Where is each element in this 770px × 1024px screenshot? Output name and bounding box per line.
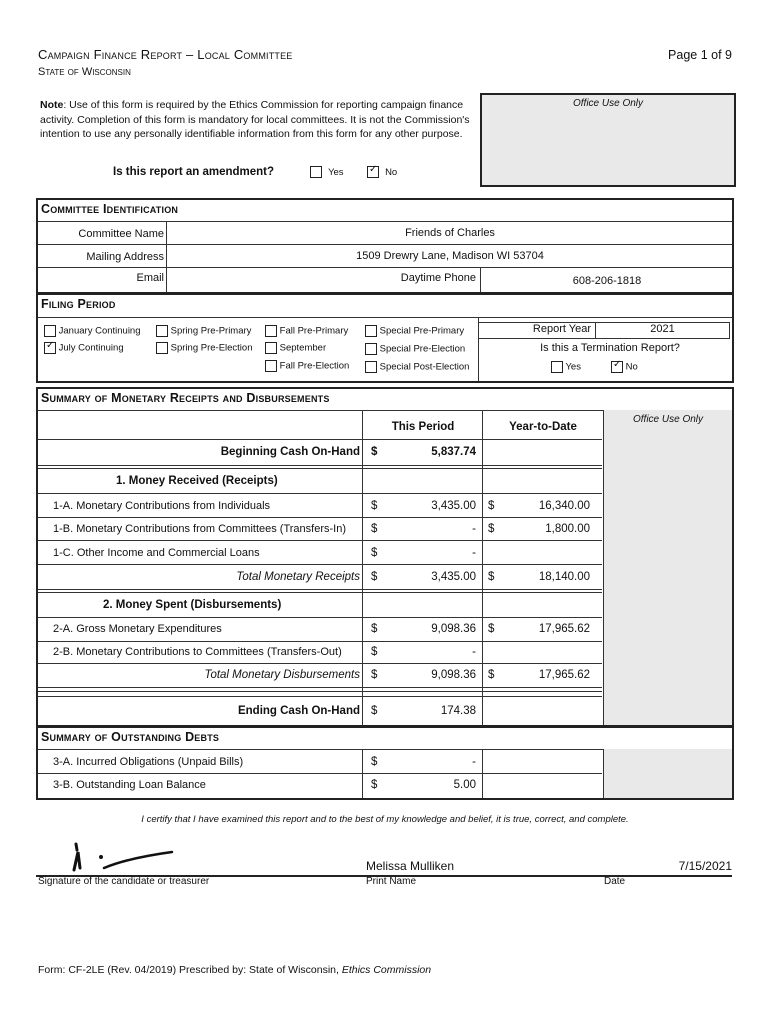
termination-no-label: No [625,361,638,373]
spring-election-checkbox[interactable] [156,342,168,354]
form-footer [38,964,431,976]
total-receipts-period[interactable]: 3,435.00 [431,571,476,583]
report-year-label: Report Year [478,322,596,339]
row-3a-currency: $ [371,756,378,768]
amendment-no[interactable] [367,166,397,178]
amendment-question: Is this report an amendment? [113,166,275,178]
page-title: Campaign Finance Report – Local Committee [38,47,293,62]
summary-section-title: Summary of Monetary Receipts and Disbursements [41,391,330,405]
filing-section-title: Filing Period [41,297,116,311]
special-election-label: Special Pre-Election [379,343,466,355]
note-paragraph [40,98,476,142]
total-receipts-label: Total Monetary Receipts [236,571,360,583]
termination-yes[interactable] [551,361,581,373]
filing-option-spring-primary[interactable] [156,325,251,337]
daytime-phone-field[interactable]: 608-206-1818 [572,275,642,287]
filing-option-fall-election[interactable] [265,360,349,372]
spring-primary-label: Spring Pre-Primary [170,325,252,337]
row-1b-label: 1-B. Monetary Contributions from Committees (Transfers-In) [53,523,347,535]
signature-label: Signature of the candidate or treasurer [38,876,210,887]
fall-primary-label: Fall Pre-Primary [279,325,349,337]
total-receipts-currency: $ [371,571,378,583]
row-3b-currency: $ [371,779,378,791]
total-receipts-ytd-currency: $ [488,571,495,583]
amendment-no-label: No [385,167,398,178]
handwritten-signature [68,840,178,876]
row-2a-ytd[interactable]: 17,965.62 [538,623,590,635]
amendment-yes[interactable] [310,166,344,178]
september-checkbox[interactable] [265,342,277,354]
summary-office-use-box [603,410,732,725]
filing-option-fall-primary[interactable] [265,325,348,337]
row-2a-period[interactable]: 9,098.36 [431,623,476,635]
special-post-label: Special Post-Election [379,361,470,373]
filing-option-special-election[interactable] [365,343,465,355]
row-1c-currency: $ [371,547,378,559]
row-1b-ytd-currency: $ [488,523,495,535]
jan-label: January Continuing [58,325,141,337]
committee-identification-section [36,198,734,294]
note-text: : Use of this form is required by the Ethics Commission for reporting campaign finance activity. Completion of this form is mandatory for local committees. It is not the Commission's intention to use any personally identifiable information from this form for any other purpose. [40,99,470,140]
row-1b-currency: $ [371,523,378,535]
summary-section [36,387,734,727]
ending-cash-label: Ending Cash On-Hand [237,705,360,717]
footer-text: Form: CF-2LE (Rev. 04/2019) Prescribed by: State of Wisconsin, [38,964,342,976]
spring-primary-checkbox[interactable] [156,325,168,337]
date-value[interactable]: 7/15/2021 [678,859,732,873]
disbursements-heading: 2. Money Spent (Disbursements) [103,599,282,611]
beginning-cash-label: Beginning Cash On-Hand [220,446,360,458]
filing-option-september[interactable] [265,342,326,354]
report-year-field[interactable]: 2021 [596,322,730,339]
september-label: September [279,342,327,354]
total-disbursements-currency: $ [371,669,378,681]
row-3a-value[interactable]: - [472,756,476,768]
row-1c-period[interactable]: - [472,547,476,559]
committee-name-field[interactable]: Friends of Charles [405,227,495,239]
filing-option-spring-election[interactable] [156,342,253,354]
row-1a-ytd[interactable]: 16,340.00 [538,500,590,512]
row-3b-label: 3-B. Outstanding Loan Balance [53,779,206,791]
row-1a-currency: $ [371,500,378,512]
row-3b-value[interactable]: 5.00 [453,779,476,791]
date-label: Date [604,876,626,887]
footer-agency: Ethics Commission [341,964,432,976]
summary-office-use-label: Office Use Only [632,414,704,425]
filing-period-section [36,293,734,383]
total-disbursements-label: Total Monetary Disbursements [204,669,360,681]
termination-yes-checkbox[interactable] [551,361,563,373]
row-1b-period[interactable]: - [472,523,476,535]
special-primary-checkbox[interactable] [365,325,377,337]
ending-cash-currency: $ [371,705,378,717]
termination-no[interactable] [611,361,638,373]
filing-option-special-primary[interactable] [365,325,464,337]
total-disbursements-ytd-currency: $ [488,669,495,681]
july-checkbox[interactable] [44,342,56,354]
row-1a-period[interactable]: 3,435.00 [431,500,476,512]
total-disbursements-period[interactable]: 9,098.36 [431,669,476,681]
beginning-cash-currency: $ [371,446,378,458]
receipts-heading: 1. Money Received (Receipts) [116,475,278,487]
amendment-yes-checkbox[interactable] [310,166,322,178]
filing-option-july[interactable] [44,342,124,354]
amendment-no-checkbox[interactable] [367,166,379,178]
row-1c-label: 1-C. Other Income and Commercial Loans [53,547,260,559]
row-1a-ytd-currency: $ [488,500,495,512]
page-number: Page 1 of 9 [668,48,732,62]
debts-office-use-box [603,749,732,798]
termination-yes-label: Yes [565,361,581,373]
jan-checkbox[interactable] [44,325,56,337]
print-name-value[interactable]: Melissa Mulliken [366,859,455,873]
fall-election-checkbox[interactable] [265,360,277,372]
row-2b-label: 2-B. Monetary Contributions to Committees (Transfers-Out) [53,646,342,658]
special-election-checkbox[interactable] [365,343,377,355]
row-2a-ytd-currency: $ [488,623,495,635]
total-disbursements-ytd[interactable]: 17,965.62 [538,669,590,681]
filing-option-special-post[interactable] [365,361,469,373]
print-name-label: Print Name [366,876,417,887]
termination-question: Is this a Termination Report? [540,342,680,354]
termination-no-checkbox[interactable] [611,361,623,373]
col-year-to-date: Year-to-Date [509,421,577,433]
certification-statement: I certify that I have examined this report and to the best of my knowledge and belief, it is true, correct, and complete. [141,814,629,825]
page-subtitle: State of Wisconsin [38,66,131,78]
committee-name-label: Committee Name [78,228,164,240]
row-2a-label: 2-A. Gross Monetary Expenditures [53,623,222,635]
amendment-yes-label: Yes [328,167,344,178]
total-receipts-ytd[interactable]: 18,140.00 [538,571,590,583]
july-label: July Continuing [58,342,124,354]
mailing-address-field[interactable]: 1509 Drewry Lane, Madison WI 53704 [356,250,544,262]
office-use-label: Office Use Only [572,98,644,109]
spring-election-label: Spring Pre-Election [170,342,253,354]
ending-cash-value[interactable]: 174.38 [440,705,476,717]
mailing-address-label: Mailing Address [86,251,164,263]
beginning-cash-value[interactable]: 5,837.74 [431,446,476,458]
row-2a-currency: $ [371,623,378,635]
row-3a-label: 3-A. Incurred Obligations (Unpaid Bills) [53,756,244,768]
col-this-period: This Period [391,421,455,433]
filing-option-jan[interactable] [44,325,141,337]
row-1b-ytd[interactable]: 1,800.00 [545,523,590,535]
committee-section-title: Committee Identification [41,202,179,216]
special-primary-label: Special Pre-Primary [379,325,465,337]
office-use-box [480,93,736,187]
fall-primary-checkbox[interactable] [265,325,277,337]
row-1a-label: 1-A. Monetary Contributions from Individuals [53,500,271,512]
special-post-checkbox[interactable] [365,361,377,373]
fall-election-label: Fall Pre-Election [279,360,350,372]
row-2b-period[interactable]: - [472,646,476,658]
debts-section-title: Summary of Outstanding Debts [41,730,220,744]
note-label: Note [40,99,64,111]
daytime-phone-label: Daytime Phone [400,272,476,284]
row-2b-currency: $ [371,646,378,658]
email-label: Email [136,272,164,284]
debts-section [36,726,734,800]
